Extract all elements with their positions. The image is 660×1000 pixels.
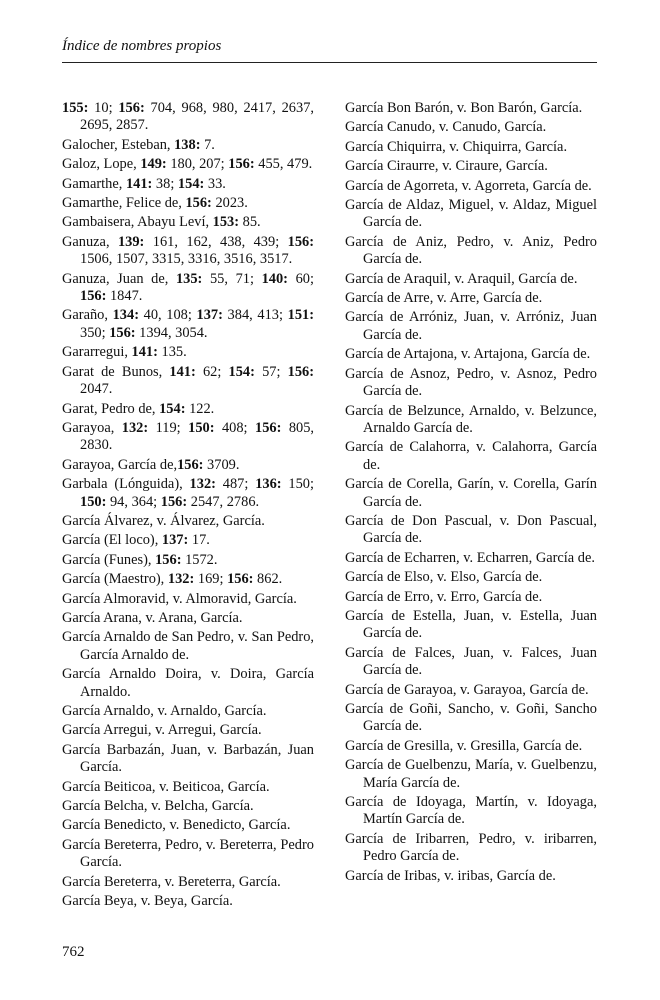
index-entry xyxy=(62,552,314,569)
index-entry xyxy=(62,666,314,701)
index-entry xyxy=(345,158,597,175)
entry-text: García Arnaldo de San Pedro, v. San Pedro, García Arnaldo de. xyxy=(62,629,314,663)
index-entry xyxy=(345,197,597,232)
index-entry xyxy=(62,420,314,455)
index-entry xyxy=(62,798,314,815)
index-column-left xyxy=(62,100,314,912)
index-entry xyxy=(62,100,314,135)
entry-text: García de Falces, Juan, v. Falces, Juan García de. xyxy=(345,644,597,679)
volume-number: 135: xyxy=(175,270,203,287)
entry-text: Galocher, Esteban, xyxy=(62,136,175,153)
volume-number: 149: xyxy=(140,156,167,173)
volume-number: 156: xyxy=(227,571,254,588)
entry-text: 122. xyxy=(185,400,215,417)
entry-text: García Almoravid, v. Almoravid, García. xyxy=(62,590,297,607)
entry-text: Gararregui, xyxy=(62,344,132,361)
entry-text: 704, 968, 980, 2417, 2637, 2695, 2857. xyxy=(80,100,314,134)
index-entry xyxy=(62,893,314,910)
entry-text: García Chiquirra, v. Chiquirra, García. xyxy=(345,138,568,155)
entry-text: García de Idoyaga, Martín, v. Idoyaga, Martín García de. xyxy=(345,794,597,828)
entry-text: 1394, 3054. xyxy=(135,324,208,341)
index-entry xyxy=(62,195,314,212)
entry-text: 180, 207; xyxy=(166,156,229,173)
entry-text: Galoz, Lope, xyxy=(62,156,141,173)
volume-number: 134: xyxy=(112,307,139,324)
index-entry xyxy=(345,271,597,288)
entry-text: García Álvarez, v. Álvarez, García. xyxy=(62,512,265,529)
index-entry xyxy=(62,401,314,418)
entry-text: 33. xyxy=(204,175,226,192)
index-entry xyxy=(345,608,597,643)
entry-text: García de Araquil, v. Araquil, García de. xyxy=(345,270,578,287)
entry-text: García Benedicto, v. Benedicto, García. xyxy=(62,817,291,834)
volume-number: 137: xyxy=(196,307,223,324)
volume-number: 156: xyxy=(155,551,182,568)
entry-text: 487; xyxy=(215,476,256,493)
entry-text: García de Iribarren, Pedro, v. iribarren, Pedro García de. xyxy=(345,830,597,865)
entry-text: 2047. xyxy=(80,381,113,398)
volume-number: 150: xyxy=(80,493,107,510)
volume-number: 151: xyxy=(287,307,315,324)
index-entry xyxy=(62,742,314,777)
volume-number: 141: xyxy=(131,344,158,361)
entry-text: 60; xyxy=(287,270,314,287)
entry-text: García de Agorreta, v. Agorreta, García de. xyxy=(345,177,592,194)
entry-text: García Bereterra, v. Bereterra, García. xyxy=(62,873,281,890)
index-entry xyxy=(62,137,314,154)
entry-text: 62; xyxy=(195,363,229,380)
volume-number: 132: xyxy=(121,419,149,436)
entry-text: García de Don Pascual, v. Don Pascual, García de. xyxy=(345,512,597,547)
entry-text: 38; xyxy=(152,175,178,192)
entry-text: 10; xyxy=(88,100,119,116)
entry-text: García de Guelbenzu, María, v. Guelbenzu, María García de. xyxy=(345,757,597,791)
volume-number: 156: xyxy=(118,100,145,116)
volume-number: 139: xyxy=(117,233,145,250)
entry-text: 350; xyxy=(80,324,110,341)
index-entry xyxy=(345,701,597,736)
entry-text: 2023. xyxy=(211,195,248,212)
index-entry xyxy=(345,439,597,474)
entry-text: García Bon Barón, v. Bon Barón, García. xyxy=(345,100,583,116)
entry-text: 1506, 1507, 3315, 3316, 3516, 3517. xyxy=(80,251,293,268)
index-entry xyxy=(345,100,597,117)
entry-text: García de Aldaz, Miguel, v. Aldaz, Miguel García de. xyxy=(345,197,597,231)
entry-text: 119; xyxy=(148,419,189,436)
entry-text: García de Asnoz, Pedro, v. Asnoz, Pedro García de. xyxy=(345,365,597,400)
index-entry xyxy=(345,645,597,680)
entry-text: García (El loco), xyxy=(62,532,162,549)
entry-text: García Arnaldo, v. Arnaldo, García. xyxy=(62,703,267,719)
volume-number: 153: xyxy=(212,214,240,231)
index-entry xyxy=(62,307,314,342)
index-entry xyxy=(345,139,597,156)
entry-text: García de Elso, v. Elso, García de. xyxy=(345,569,543,586)
volume-number: 132: xyxy=(189,476,216,493)
volume-number: 156: xyxy=(80,288,107,305)
index-entry xyxy=(345,366,597,401)
index-entry xyxy=(62,234,314,269)
entry-text: García Beiticoa, v. Beiticoa, García. xyxy=(62,778,270,795)
header-rule xyxy=(62,62,597,63)
entry-text: García Barbazán, Juan, v. Barbazán, Juan García. xyxy=(62,741,314,776)
index-entry xyxy=(62,176,314,193)
volume-number: 156: xyxy=(109,324,136,341)
entry-text: Garat de Bunos, xyxy=(62,363,170,380)
index-entry xyxy=(345,403,597,438)
entry-text: García Arana, v. Arana, García. xyxy=(62,609,243,626)
index-entry xyxy=(345,757,597,792)
entry-text: 7. xyxy=(200,136,215,153)
entry-text: García de Echarren, v. Echarren, García de. xyxy=(345,549,595,566)
entry-text: García de Arróniz, Juan, v. Arróniz, Juan García de. xyxy=(345,309,597,343)
index-entry xyxy=(62,364,314,399)
volume-number: 154: xyxy=(177,175,205,192)
entry-text: 85. xyxy=(239,214,261,231)
entry-text: García de Garayoa, v. Garayoa, García de. xyxy=(345,681,589,698)
entry-text: Gamarthe, Felice de, xyxy=(62,195,186,212)
entry-text: 384, 413; xyxy=(222,307,288,324)
index-entry xyxy=(345,868,597,885)
index-entry xyxy=(345,831,597,866)
entry-text: García Bereterra, Pedro, v. Bereterra, Pedro García. xyxy=(62,836,314,871)
index-entry xyxy=(345,119,597,136)
entry-text: 135. xyxy=(157,344,187,361)
index-entry xyxy=(345,234,597,269)
entry-text: 455, 479. xyxy=(254,156,313,173)
volume-number: 154: xyxy=(159,400,186,417)
volume-number: 141: xyxy=(169,363,196,380)
entry-text: García de Arre, v. Arre, García de. xyxy=(345,290,543,307)
volume-number: 156: xyxy=(185,195,212,212)
index-entry xyxy=(62,476,314,511)
entry-text: 150; xyxy=(281,476,314,493)
entry-text: 169; xyxy=(194,571,228,588)
volume-number: 140: xyxy=(261,270,288,287)
entry-text: Garbala (Lónguida), xyxy=(62,476,190,493)
index-entry xyxy=(62,344,314,361)
entry-text: García de Aniz, Pedro, v. Aniz, Pedro García de. xyxy=(345,233,597,268)
entry-text: García Belcha, v. Belcha, García. xyxy=(62,798,254,815)
entry-text: García Beya, v. Beya, García. xyxy=(62,893,233,910)
entry-text: Garat, Pedro de, xyxy=(62,400,160,417)
entry-text: Gamarthe, xyxy=(62,175,126,192)
volume-number: 137: xyxy=(161,532,189,549)
index-entry xyxy=(345,589,597,606)
index-entry xyxy=(62,156,314,173)
entry-text: García de Iribas, v. iribas, García de. xyxy=(345,867,556,884)
index-entry xyxy=(345,290,597,307)
volume-number: 156: xyxy=(160,493,188,510)
index-entry xyxy=(62,214,314,231)
index-entry xyxy=(62,571,314,588)
index-entry xyxy=(345,513,597,548)
entry-text: García Ciraurre, v. Ciraure, García. xyxy=(345,158,548,175)
entry-text: Ganuza, xyxy=(62,233,118,250)
entry-text: García de Estella, Juan, v. Estella, Juan García de. xyxy=(345,607,597,642)
volume-number: 156: xyxy=(255,419,282,436)
index-entry xyxy=(62,591,314,608)
volume-number: 156: xyxy=(177,456,204,473)
index-entry xyxy=(62,271,314,306)
index-entry xyxy=(62,457,314,474)
index-entry xyxy=(345,309,597,344)
index-entry xyxy=(62,779,314,796)
entry-text: García (Funes), xyxy=(62,551,156,568)
entry-text: García (Maestro), xyxy=(62,571,168,588)
index-entry xyxy=(345,178,597,195)
entry-text: García de Corella, Garín, v. Corella, Garín García de. xyxy=(345,476,597,510)
index-entry xyxy=(345,346,597,363)
entry-text: Garaño, xyxy=(62,307,113,324)
index-entry xyxy=(345,569,597,586)
index-entry xyxy=(345,550,597,567)
entry-text: García de Erro, v. Erro, García de. xyxy=(345,588,543,605)
entry-text: García Arregui, v. Arregui, García. xyxy=(62,722,262,739)
entry-text: Ganuza, Juan de, xyxy=(62,270,176,287)
index-entry xyxy=(62,703,314,720)
entry-text: 55, 71; xyxy=(202,270,262,287)
entry-text: Garayoa, García de, xyxy=(62,456,178,473)
volume-number: 154: xyxy=(228,363,255,380)
running-header: Índice de nombres propios xyxy=(62,38,222,54)
page-number: 762 xyxy=(62,944,85,960)
entry-text: García de Artajona, v. Artajona, García de. xyxy=(345,346,591,363)
volume-number: 138: xyxy=(174,136,201,153)
entry-text: García de Gresilla, v. Gresilla, García de. xyxy=(345,737,583,754)
entry-text: 2547, 2786. xyxy=(187,493,260,510)
index-entry xyxy=(62,874,314,891)
index-entry xyxy=(345,794,597,829)
entry-text: 1847. xyxy=(106,288,143,305)
entry-text: 57; xyxy=(254,363,288,380)
index-entry xyxy=(62,817,314,834)
volume-number: 156: xyxy=(287,363,315,380)
entry-text: 17. xyxy=(188,532,210,549)
entry-text: 94, 364; xyxy=(106,493,161,510)
volume-number: 132: xyxy=(167,571,195,588)
index-entry xyxy=(62,722,314,739)
entry-text: Gambaisera, Abayu Leví, xyxy=(62,214,213,231)
volume-number: 156: xyxy=(228,156,255,173)
volume-number: 155: xyxy=(62,100,89,116)
index-entry xyxy=(62,513,314,530)
entry-text: 408; xyxy=(214,419,255,436)
entry-text: García de Belzunce, Arnaldo, v. Belzunce, Arnaldo García de. xyxy=(345,402,597,436)
entry-text: 1572. xyxy=(181,551,218,568)
volume-number: 150: xyxy=(188,419,215,436)
entry-text: Garayoa, xyxy=(62,419,122,436)
index-entry xyxy=(62,629,314,664)
entry-text: 805, 2830. xyxy=(80,419,315,454)
index-entry xyxy=(62,610,314,627)
volume-number: 136: xyxy=(255,476,282,493)
entry-text: García Arnaldo Doira, v. Doira, García Arnaldo. xyxy=(62,666,314,700)
entry-text: 862. xyxy=(253,571,283,588)
index-entry xyxy=(62,532,314,549)
index-entry xyxy=(345,476,597,511)
entry-text: 40, 108; xyxy=(139,307,197,324)
entry-text: García Canudo, v. Canudo, García. xyxy=(345,119,547,136)
entry-text: García de Goñi, Sancho, v. Goñi, Sancho García de. xyxy=(345,701,597,735)
index-entry xyxy=(62,837,314,872)
volume-number: 141: xyxy=(125,175,153,192)
index-column-right xyxy=(345,100,597,887)
entry-text: 161, 162, 438, 439; xyxy=(144,233,288,250)
index-entry xyxy=(345,682,597,699)
entry-text: 3709. xyxy=(203,456,240,473)
entry-text: García de Calahorra, v. Calahorra, García de. xyxy=(345,439,597,473)
index-entry xyxy=(345,738,597,755)
volume-number: 156: xyxy=(287,233,315,250)
